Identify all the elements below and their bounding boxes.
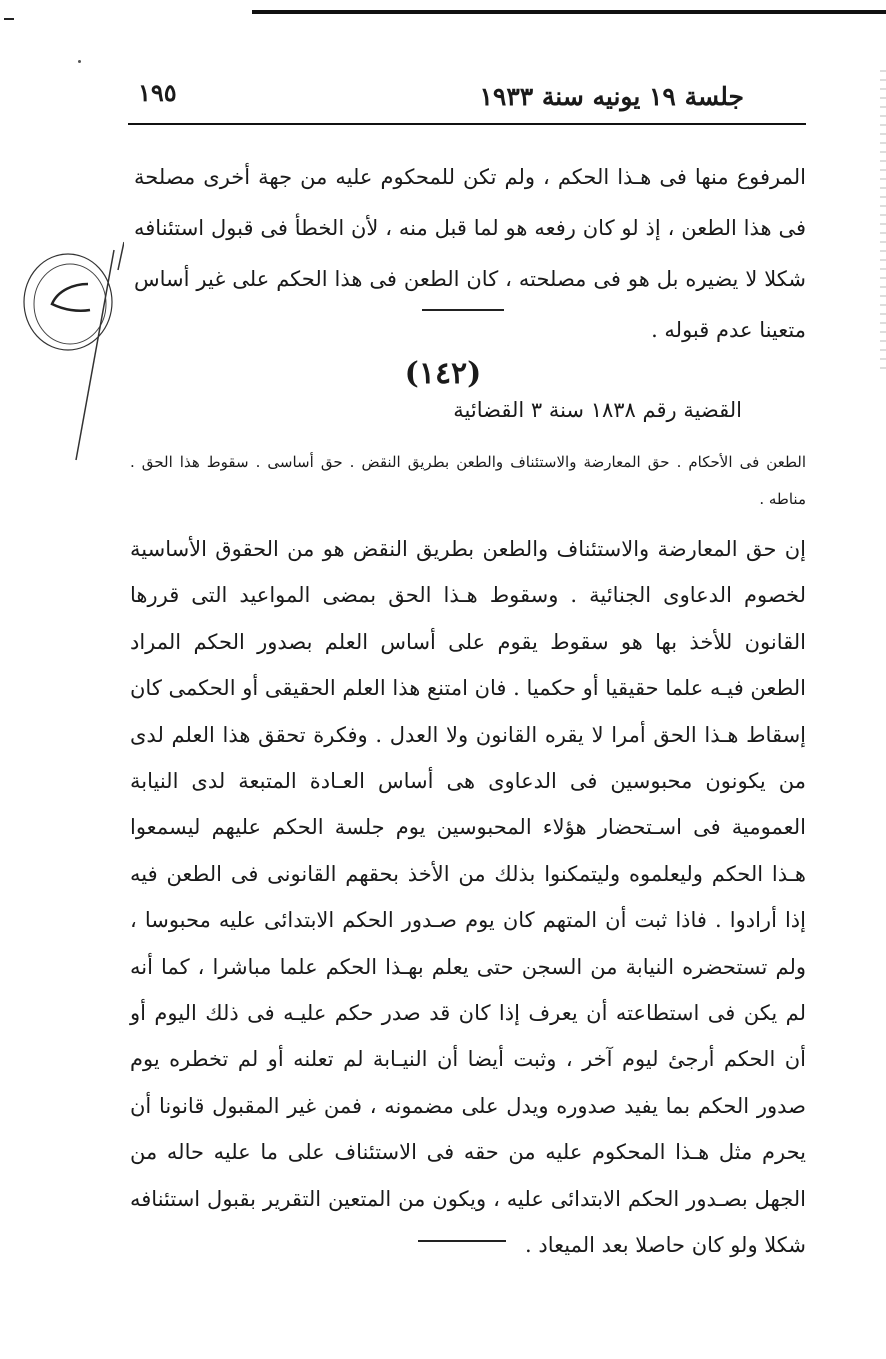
page-number: ١٩٥	[138, 78, 177, 107]
header-rule	[128, 123, 806, 125]
case-number: (١٤٢)	[404, 356, 482, 391]
case-body: إن حق المعارضة والاستئناف والطعن بطريق النقض هو من الحقوق الأساسية لخصوم الدعاوى الجنائية . وسقوط هـذا الحق بمضى المواعيد التى قررها القانون للأخذ بها هو سقوط يقوم على أساس العلم بصدور الحكم المراد الطعن فيـه علما حقيقيا أو حكميا . فان امتنع هذا العلم الحقيقى أو الحكمى كان إسقاط هـذا الحق أمرا لا يقره القانون ولا العدل . وفكرة تحقق هذا العلم لدى من يكونون محبوسين فى الدعاوى هى أساس العـادة المتبعة لدى النيابة العمومية فى اسـتحضار هؤلاء المحبوسين يوم جلسة الحكم عليهم ليسمعوا هـذا الحكم وليعلموه وليتمكنوا بذلك من الأخذ بحقهم القانونى فى الطعن فيه إذا أرادوا . فاذا ثبت أن المتهم كان يوم صـدور الحكم الابتدائى عليه محبوسا ، ولم تستحضره النيابة من السجن حتى يعلم بهـذا الحكم علما مباشرا ، كما أنه لم يكن فى استطاعته أن يعرف إذا كان قد صدر حكم عليـه فى ذلك اليوم أو أن الحكم أرجئ ليوم آخر ، وثبت أيضا أن النيـابة لم تعلنه أو لم تخطره يوم صدور الحكم بما يفيد صدوره ويدل على مضمونه ، فمن غير المقبول قانونا أن يحرم مثل هـذا المحكوم عليه من حقه فى الاستئناف على ما عليه حاله من الجهل بصـدور الحكم الابتدائى عليه ، ويكون من المتعين التقرير بقبول استئنافه شكلا ولو كان حاصلا بعد الميعاد .	[130, 537, 806, 1258]
annotation-circle-inner	[34, 264, 106, 344]
top-border-rule	[252, 10, 886, 14]
running-head: جلسة ١٩ يونيه سنة ١٩٣٣	[479, 82, 744, 111]
end-divider	[418, 1240, 506, 1242]
scan-speck	[78, 60, 81, 63]
section-divider	[422, 309, 504, 311]
case-summary: الطعن فى الأحكام . حق المعارضة والاستئناف والطعن بطريق النقض . حق أساسى . سقوط هذا الحق . مناطه .	[130, 453, 806, 508]
annotation-stroke	[76, 250, 114, 460]
annotation-stroke	[118, 242, 124, 270]
handwritten-annotation	[14, 240, 124, 480]
page-header	[128, 70, 806, 120]
scan-edge-marks	[880, 70, 886, 370]
corner-mark	[4, 18, 14, 20]
intro-paragraph: المرفوع منها فى هـذا الحكم ، ولم تكن للمحكوم عليه من جهة أخرى مصلحة فى هذا الطعن ، إذ لو كان رفعه هو لما قبل منه ، لأن الخطأ فى قبول استئنافه شكلا لا يضيره بل هو فى مصلحته ، كان الطعن فى هذا الحكم على غير أساس متعينا عدم قبوله .	[134, 165, 806, 342]
case-reference: القضية رقم ١٨٣٨ سنة ٣ القضائية	[453, 398, 742, 422]
annotation-glyph	[52, 284, 90, 311]
